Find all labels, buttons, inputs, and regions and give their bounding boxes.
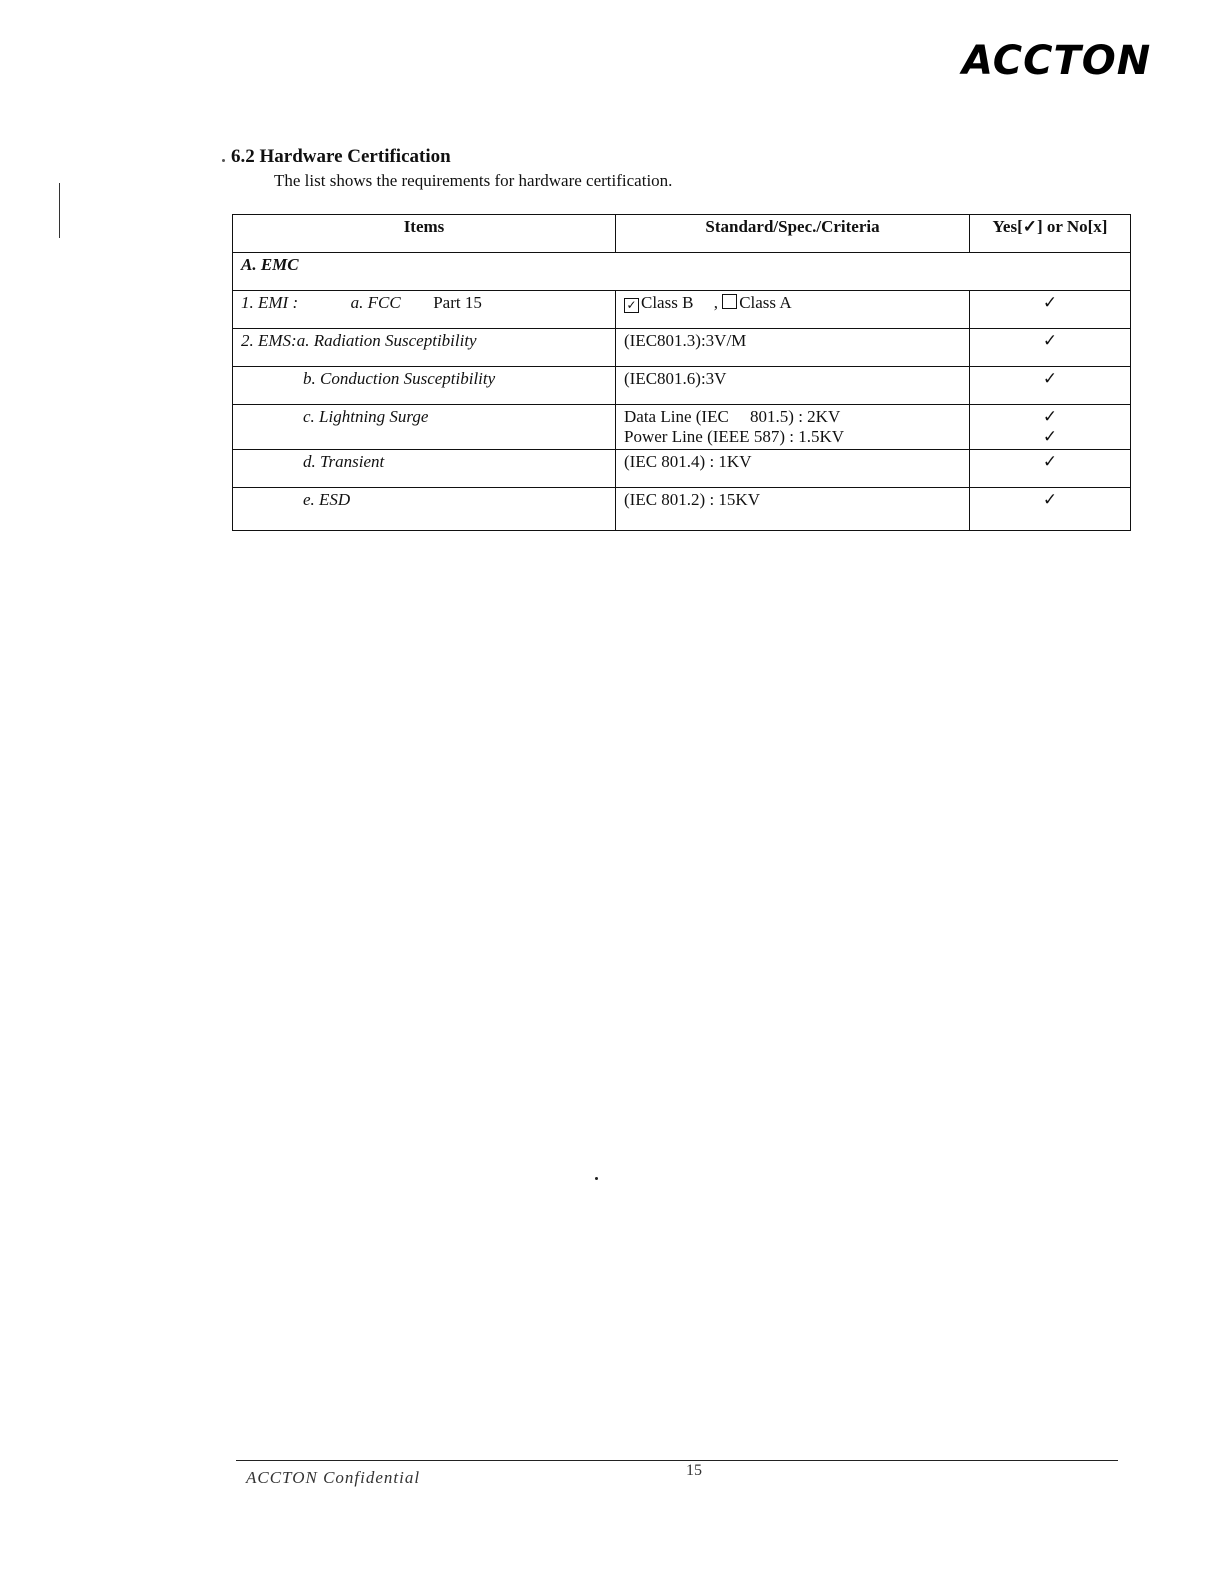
table-header-row — [233, 215, 1131, 253]
row-check: ✓ — [970, 329, 1131, 367]
item-label: 1. EMI : — [241, 293, 299, 312]
certification-table — [232, 214, 1131, 531]
class-b-label: Class B — [641, 293, 694, 312]
row-check: ✓ — [970, 450, 1131, 488]
row-check — [970, 405, 1131, 450]
row-standard: (IEC801.3):3V/M — [616, 329, 970, 367]
row-item: d. Transient — [233, 450, 616, 488]
standard-line-1: Data Line (IEC 801.5) : 2KV — [624, 407, 841, 426]
row-item: b. Conduction Susceptibility — [233, 367, 616, 405]
section-bullet — [222, 159, 225, 162]
row-check: ✓ — [970, 367, 1131, 405]
table-row — [233, 367, 1131, 405]
row-standard — [616, 405, 970, 450]
footer-rule — [236, 1460, 1118, 1461]
footer-confidential: ACCTON Confidential — [246, 1468, 421, 1487]
class-a-label: Class A — [739, 293, 792, 312]
accton-logo: ACCTON — [962, 38, 1152, 84]
row-standard: (IEC 801.2) : 15KV — [616, 488, 970, 531]
section-description: The list shows the requirements for hardware certification. — [274, 171, 673, 190]
section-title: 6.2 Hardware Certification — [231, 146, 451, 167]
row-item — [233, 291, 616, 329]
check-2: ✓ — [1042, 427, 1058, 446]
separator: , — [713, 293, 718, 312]
item-part: Part 15 — [433, 293, 482, 312]
row-standard: (IEC 801.4) : 1KV — [616, 450, 970, 488]
table-row — [233, 329, 1131, 367]
table-row — [233, 405, 1131, 450]
item-detail: a. FCC — [350, 293, 401, 312]
section-row-emc — [233, 253, 1131, 291]
header-items: Items — [233, 215, 616, 253]
row-item: e. ESD — [233, 488, 616, 531]
table-row — [233, 450, 1131, 488]
row-standard — [616, 291, 970, 329]
header-standard: Standard/Spec./Criteria — [616, 215, 970, 253]
table-row — [233, 291, 1131, 329]
row-standard: (IEC801.6):3V — [616, 367, 970, 405]
page-number: 15 — [686, 1462, 702, 1479]
standard-line-2: Power Line (IEEE 587) : 1.5KV — [624, 427, 845, 446]
row-check: ✓ — [970, 291, 1131, 329]
scan-speck — [595, 1177, 598, 1180]
table-row — [233, 488, 1131, 531]
class-a-checkbox — [722, 294, 737, 309]
header-yes-no: Yes[✓] or No[x] — [970, 215, 1131, 253]
row-item: 2. EMS:a. Radiation Susceptibility — [233, 329, 616, 367]
class-b-checkbox: ✓ — [624, 298, 639, 313]
section-label: A. EMC — [233, 253, 1131, 291]
margin-mark — [59, 183, 60, 238]
row-item: c. Lightning Surge — [233, 405, 616, 450]
row-check: ✓ — [970, 488, 1131, 531]
check-1: ✓ — [1042, 407, 1058, 426]
